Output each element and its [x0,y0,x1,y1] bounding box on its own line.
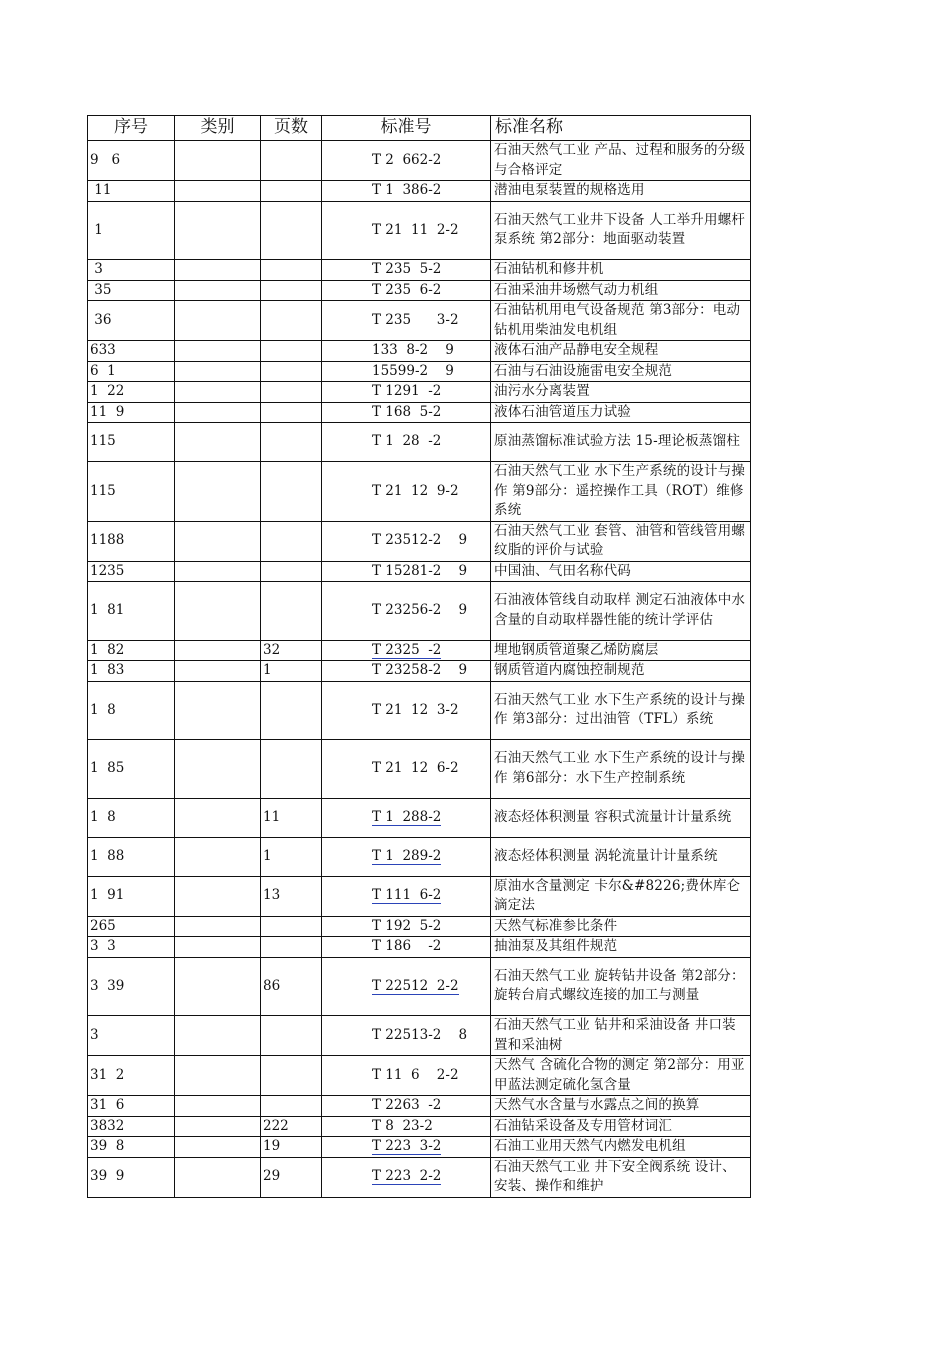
serial-cell: 1 8 [88,681,175,740]
standard-no-cell [322,1056,491,1096]
standard-no-cell [322,280,491,301]
standard-name-cell: 潜油电泵装置的规格选用 [491,181,751,202]
standard-no-cell [322,561,491,582]
pages-cell: 222 [261,1116,322,1137]
standard-no-cell [322,141,491,181]
header-standard-no: 标准号 [322,116,491,141]
standard-name-cell: 石油工业用天然气内燃发电机组 [491,1137,751,1158]
category-cell [175,260,261,281]
serial-cell: 115 [88,462,175,522]
standard-no-link[interactable] [322,798,491,837]
pages-cell: 86 [261,957,322,1016]
serial-cell: 1 91 [88,876,175,916]
category-cell [175,561,261,582]
category-cell [175,301,261,341]
standard-no-cell [322,201,491,260]
standard-name-cell: 油污水分离装置 [491,382,751,403]
category-cell [175,798,261,837]
serial-cell: 39 9 [88,1157,175,1197]
standard-no-cell [322,1116,491,1137]
table-row [88,201,751,260]
category-cell [175,1016,261,1056]
serial-cell: 1 83 [88,661,175,682]
standard-name-cell: 石油液体管线自动取样 测定石油液体中水含量的自动取样器性能的统计学评估 [491,582,751,641]
table-row [88,561,751,582]
category-cell [175,1096,261,1117]
standard-no-cell [322,181,491,202]
standard-no-text: T 21 11 2-2 [372,221,459,238]
standard-no-text: T 23258-2 9 [372,662,468,678]
category-cell [175,661,261,682]
table-row [88,681,751,740]
serial-cell: 3 [88,1016,175,1056]
standard-no-text: T 192 5-2 [372,917,442,934]
standard-no-cell [322,301,491,341]
standard-name-cell: 钢质管道内腐蚀控制规范 [491,661,751,682]
standard-no-cell [322,462,491,522]
table-row [88,640,751,661]
standard-name-cell: 石油天然气工业 旋转钻井设备 第2部分：旋转台肩式螺纹连接的加工与测量 [491,957,751,1016]
table-row [88,423,751,462]
pages-cell [261,141,322,181]
table-row [88,181,751,202]
standard-name-cell: 石油天然气工业 产品、过程和服务的分级与合格评定 [491,141,751,181]
category-cell [175,280,261,301]
standard-no-link[interactable] [322,876,491,916]
table-row [88,521,751,561]
standard-name-cell: 石油钻机用电气设备规范 第3部分：电动钻机用柴油发电机组 [491,301,751,341]
category-cell [175,341,261,362]
table-row [88,341,751,362]
standard-no-cell [322,740,491,799]
category-cell [175,1116,261,1137]
table-row [88,462,751,522]
standard-no-cell [322,1096,491,1117]
category-cell [175,462,261,522]
table-row [88,1157,751,1197]
pages-cell [261,423,322,462]
standard-name-cell: 液体石油管道压力试验 [491,402,751,423]
category-cell [175,521,261,561]
table-row [88,1056,751,1096]
category-cell [175,1157,261,1197]
table-row [88,837,751,876]
pages-cell: 1 [261,661,322,682]
standard-no-text: T 23512-2 9 [372,532,468,549]
pages-cell [261,382,322,403]
standard-no-cell [322,402,491,423]
table-row [88,1116,751,1137]
standard-no-text: T 1291 -2 [372,383,442,399]
serial-cell: 1 82 [88,640,175,661]
serial-cell: 1 8 [88,798,175,837]
header-category: 类别 [175,116,261,141]
standard-no-text: T 168 5-2 [372,403,442,420]
standard-name-cell: 原油蒸馏标准试验方法 15-理论板蒸馏柱 [491,423,751,462]
serial-cell: 1 81 [88,582,175,641]
standard-no-text: T 21 12 3-2 [372,701,459,718]
serial-cell: 265 [88,916,175,937]
standard-name-cell: 液态烃体积测量 容积式流量计计量系统 [491,798,751,837]
standard-name-cell: 石油天然气工业 水下生产系统的设计与操作 第3部分：过出油管（TFL）系统 [491,681,751,740]
serial-cell: 9 6 [88,141,175,181]
standard-no-text: T 21 12 6-2 [372,760,459,776]
pages-cell: 19 [261,1137,322,1158]
category-cell [175,640,261,661]
pages-cell [261,937,322,958]
category-cell [175,582,261,641]
serial-cell: 31 6 [88,1096,175,1117]
standard-name-cell: 液体石油产品静电安全规程 [491,341,751,362]
standard-name-cell: 液态烃体积测量 涡轮流量计计量系统 [491,837,751,876]
standard-no-cell [322,1016,491,1056]
category-cell [175,1056,261,1096]
serial-cell: 36 [88,301,175,341]
standard-no-cell [322,361,491,382]
table-row [88,740,751,799]
standard-no-cell [322,521,491,561]
table-row [88,957,751,1016]
category-cell [175,957,261,1016]
standard-name-cell: 天然气标准参比条件 [491,916,751,937]
standard-no-text: T 22513-2 8 [372,1026,468,1043]
standard-no-cell [322,423,491,462]
pages-cell [261,1056,322,1096]
pages-cell [261,740,322,799]
pages-cell [261,462,322,522]
header-standard-name: 标准名称 [491,116,751,141]
standard-no-text: T 15281-2 9 [372,562,468,579]
standard-name-cell: 原油水含量测定 卡尔&#8226;费休库仑滴定法 [491,876,751,916]
serial-cell: 39 8 [88,1137,175,1158]
serial-cell: 31 2 [88,1056,175,1096]
standard-name-cell: 石油天然气工业 钻井和采油设备 井口装置和采油树 [491,1016,751,1056]
standard-name-cell: 石油天然气工业 水下生产系统的设计与操作 第6部分：水下生产控制系统 [491,740,751,799]
category-cell [175,681,261,740]
serial-cell: 6 1 [88,361,175,382]
serial-cell: 1188 [88,521,175,561]
standard-name-cell: 抽油泵及其组件规范 [491,937,751,958]
spreadsheet-table [87,115,750,1198]
pages-cell: 29 [261,1157,322,1197]
standard-no-cell [322,341,491,362]
standard-name-cell: 中国油、气田名称代码 [491,561,751,582]
standard-no-text[interactable]: T 223 3-2 [372,1138,442,1154]
table-row [88,661,751,682]
standard-no-text[interactable]: T 1 289-2 [372,847,442,864]
standard-no-link[interactable] [322,1137,491,1158]
pages-cell: 13 [261,876,322,916]
standard-no-cell [322,382,491,403]
standard-no-text: 133 8-2 9 [372,342,454,358]
category-cell [175,937,261,958]
serial-cell: 633 [88,341,175,362]
pages-cell [261,1096,322,1117]
serial-cell: 3 39 [88,957,175,1016]
standard-no-text: T 235 5-2 [372,261,442,277]
standard-name-cell: 石油天然气工业 井下安全阀系统 设计、安装、操作和维护 [491,1157,751,1197]
category-cell [175,876,261,916]
serial-cell: 11 9 [88,402,175,423]
standard-no-text: T 1 28 -2 [372,433,442,450]
category-cell [175,181,261,202]
category-cell [175,916,261,937]
standard-no-cell [322,582,491,641]
header-row [88,116,751,141]
standard-no-text[interactable]: T 111 6-2 [372,887,442,904]
pages-cell [261,681,322,740]
table-row [88,937,751,958]
standard-no-text: 15599-2 9 [372,362,454,379]
standard-no-link[interactable] [322,640,491,661]
category-cell [175,141,261,181]
standard-no-text[interactable]: T 1 288-2 [372,808,442,825]
pages-cell [261,561,322,582]
table-row [88,876,751,916]
standard-no-text[interactable]: T 22512 2-2 [372,977,459,994]
category-cell [175,402,261,423]
pages-cell [261,361,322,382]
standard-no-text: T 1 386-2 [372,182,442,198]
header-serial: 序号 [88,116,175,141]
pages-cell: 11 [261,798,322,837]
table-row [88,798,751,837]
serial-cell: 3 3 [88,937,175,958]
standard-no-link[interactable] [322,837,491,876]
category-cell [175,1137,261,1158]
table-row [88,1137,751,1158]
table-row [88,382,751,403]
serial-cell: 1 88 [88,837,175,876]
serial-cell: 1 85 [88,740,175,799]
table-row [88,361,751,382]
pages-cell [261,341,322,362]
standard-name-cell: 石油钻采设备及专用管材词汇 [491,1116,751,1137]
pages-cell [261,402,322,423]
pages-cell [261,260,322,281]
serial-cell: 115 [88,423,175,462]
standard-name-cell: 石油天然气工业 水下生产系统的设计与操作 第9部分：遥控操作工具（ROT）维修系统 [491,462,751,522]
category-cell [175,201,261,260]
standard-no-text: T 21 12 9-2 [372,482,459,499]
table-row [88,1016,751,1056]
standard-no-cell [322,681,491,740]
pages-cell [261,181,322,202]
header-pages: 页数 [261,116,322,141]
pages-cell: 32 [261,640,322,661]
standard-no-cell [322,661,491,682]
category-cell [175,382,261,403]
serial-cell: 35 [88,280,175,301]
standard-no-text[interactable]: T 2325 -2 [372,641,442,658]
table-row [88,280,751,301]
pages-cell [261,1016,322,1056]
pages-cell [261,916,322,937]
standard-no-text: T 186 -2 [372,938,442,954]
standard-no-text: T 235 6-2 [372,281,442,298]
table-body [88,141,751,1198]
pages-cell [261,201,322,260]
standard-no-text[interactable]: T 223 2-2 [372,1168,442,1185]
table-row [88,301,751,341]
pages-cell [261,582,322,641]
standard-no-text: T 2 662-2 [372,151,442,168]
pages-cell [261,521,322,561]
standard-no-text: T 23256-2 9 [372,602,468,618]
standard-no-text: T 11 6 2-2 [372,1066,459,1083]
standard-name-cell: 埋地钢质管道聚乙烯防腐层 [491,640,751,661]
standard-no-cell [322,937,491,958]
standard-name-cell: 石油与石油设施雷电安全规范 [491,361,751,382]
standard-no-link[interactable] [322,957,491,1016]
serial-cell: 3832 [88,1116,175,1137]
pages-cell: 1 [261,837,322,876]
category-cell [175,837,261,876]
standard-name-cell: 石油采油井场燃气动力机组 [491,280,751,301]
table-row [88,402,751,423]
standards-table [87,115,751,1198]
standard-name-cell: 石油天然气工业 套管、油管和管线管用螺纹脂的评价与试验 [491,521,751,561]
standard-no-text: T 8 23-2 [372,1117,433,1134]
standard-no-text: T 235 3-2 [372,311,459,328]
serial-cell: 3 [88,260,175,281]
table-row [88,1096,751,1117]
pages-cell [261,301,322,341]
serial-cell: 1 22 [88,382,175,403]
standard-name-cell: 石油天然气工业井下设备 人工举升用螺杆泵系统 第2部分：地面驱动装置 [491,201,751,260]
standard-name-cell: 天然气 含硫化合物的测定 第2部分：用亚甲蓝法测定硫化氢含量 [491,1056,751,1096]
category-cell [175,423,261,462]
standard-name-cell: 天然气水含量与水露点之间的换算 [491,1096,751,1117]
table-row [88,916,751,937]
pages-cell [261,280,322,301]
standard-name-cell: 石油钻机和修井机 [491,260,751,281]
serial-cell: 1235 [88,561,175,582]
table-row [88,582,751,641]
serial-cell: 11 [88,181,175,202]
standard-no-link[interactable] [322,1157,491,1197]
standard-no-text: T 2263 -2 [372,1097,442,1113]
category-cell [175,361,261,382]
serial-cell: 1 [88,201,175,260]
standard-no-cell [322,260,491,281]
category-cell [175,740,261,799]
table-row [88,260,751,281]
standard-no-cell [322,916,491,937]
table-row [88,141,751,181]
